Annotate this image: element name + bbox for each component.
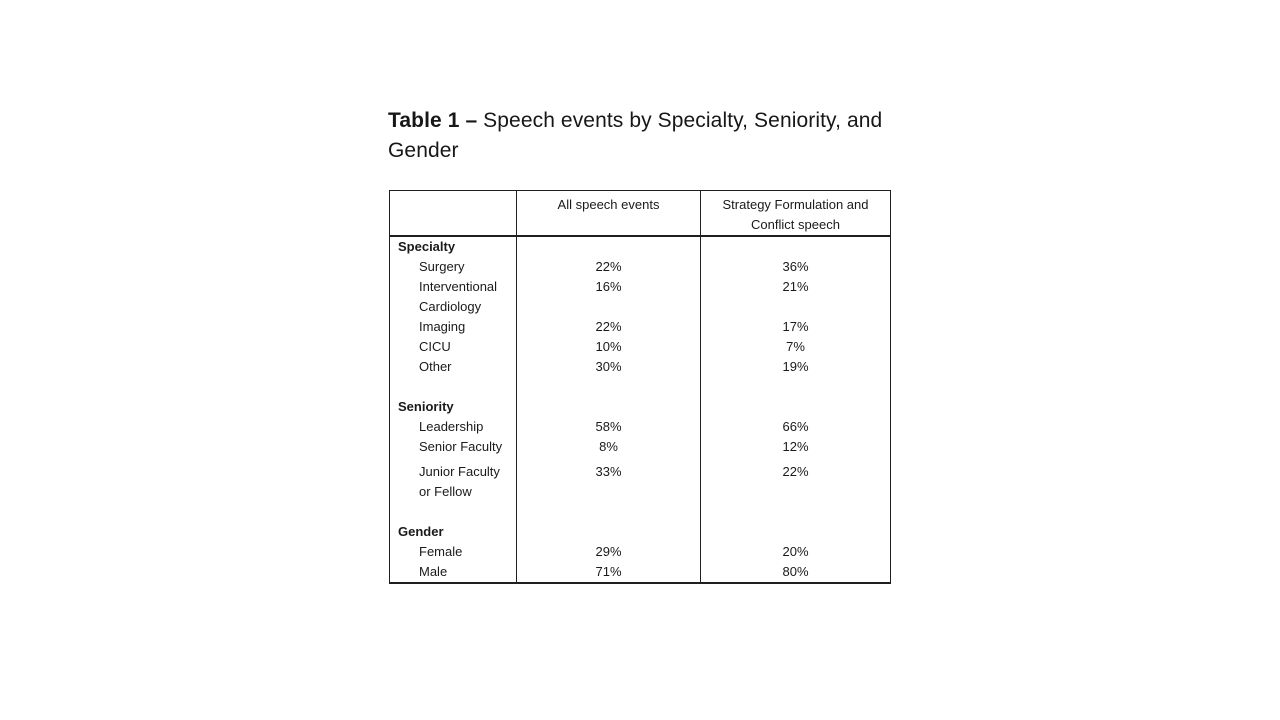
row-label: Senior Faculty bbox=[419, 439, 503, 454]
strategy-conflict-value: 17% bbox=[701, 317, 891, 337]
strategy-conflict-value: 21% bbox=[701, 277, 891, 317]
all-speech-events-value: 22% bbox=[517, 317, 701, 337]
table-caption-number: Table 1 – bbox=[388, 109, 484, 132]
table-caption-text: Speech events by Specialty, Seniority, and Gender bbox=[388, 109, 883, 162]
section-header-row bbox=[390, 397, 891, 417]
table-row bbox=[390, 562, 891, 583]
section-header-row bbox=[390, 522, 891, 542]
all-speech-events-value: 8% bbox=[517, 437, 701, 457]
all-speech-events-value: 10% bbox=[517, 337, 701, 357]
all-speech-events-value: 29% bbox=[517, 542, 701, 562]
all-speech-events-value: 16% bbox=[517, 277, 701, 317]
row-label: Junior Faculty or Fellow bbox=[419, 464, 500, 499]
strategy-conflict-value: 12% bbox=[701, 437, 891, 457]
speech-events-table bbox=[389, 190, 891, 584]
row-label bbox=[390, 502, 517, 522]
row-label: Specialty bbox=[398, 239, 456, 254]
all-speech-events-value: 30% bbox=[517, 357, 701, 377]
all-speech-events-value: 71% bbox=[517, 562, 701, 583]
strategy-conflict-value: 36% bbox=[701, 257, 891, 277]
table-row bbox=[390, 357, 891, 377]
row-label: Male bbox=[419, 564, 448, 579]
strategy-conflict-value bbox=[701, 502, 891, 522]
all-speech-events-value bbox=[517, 502, 701, 522]
row-label: Gender bbox=[398, 524, 444, 539]
table-row bbox=[390, 542, 891, 562]
all-speech-events-value bbox=[517, 522, 701, 542]
strategy-conflict-value: 80% bbox=[701, 562, 891, 583]
table-header bbox=[390, 191, 891, 237]
table-row bbox=[390, 317, 891, 337]
all-speech-events-value: 33% bbox=[517, 457, 701, 502]
row-label: CICU bbox=[419, 339, 451, 354]
header-blank-cell bbox=[390, 191, 517, 237]
header-strategy-conflict-speech: Strategy Formulation and Conflict speech bbox=[701, 191, 891, 237]
strategy-conflict-value bbox=[701, 397, 891, 417]
row-label: Imaging bbox=[419, 319, 466, 334]
row-label bbox=[390, 377, 517, 397]
table-row bbox=[390, 337, 891, 357]
all-speech-events-value bbox=[517, 236, 701, 257]
row-label: Female bbox=[419, 544, 463, 559]
table-body bbox=[390, 236, 891, 583]
row-label: Interventional Cardiology bbox=[419, 279, 498, 314]
strategy-conflict-value bbox=[701, 236, 891, 257]
row-label: Surgery bbox=[419, 259, 465, 274]
row-label: Leadership bbox=[419, 419, 484, 434]
all-speech-events-value: 58% bbox=[517, 417, 701, 437]
row-label: Seniority bbox=[398, 399, 454, 414]
strategy-conflict-value: 22% bbox=[701, 457, 891, 502]
header-all-speech-events: All speech events bbox=[517, 191, 701, 237]
all-speech-events-value bbox=[517, 397, 701, 417]
row-label: Other bbox=[419, 359, 452, 374]
section-header-row bbox=[390, 236, 891, 257]
strategy-conflict-value: 66% bbox=[701, 417, 891, 437]
all-speech-events-value bbox=[517, 377, 701, 397]
table-row bbox=[390, 437, 891, 457]
spacer-row bbox=[390, 502, 891, 522]
strategy-conflict-value bbox=[701, 522, 891, 542]
all-speech-events-value: 22% bbox=[517, 257, 701, 277]
strategy-conflict-value bbox=[701, 377, 891, 397]
table-row bbox=[390, 257, 891, 277]
table-row bbox=[390, 417, 891, 437]
strategy-conflict-value: 19% bbox=[701, 357, 891, 377]
spacer-row bbox=[390, 377, 891, 397]
strategy-conflict-value: 7% bbox=[701, 337, 891, 357]
table-row bbox=[390, 457, 891, 502]
strategy-conflict-value: 20% bbox=[701, 542, 891, 562]
table-row bbox=[390, 277, 891, 317]
table-caption bbox=[388, 106, 908, 166]
